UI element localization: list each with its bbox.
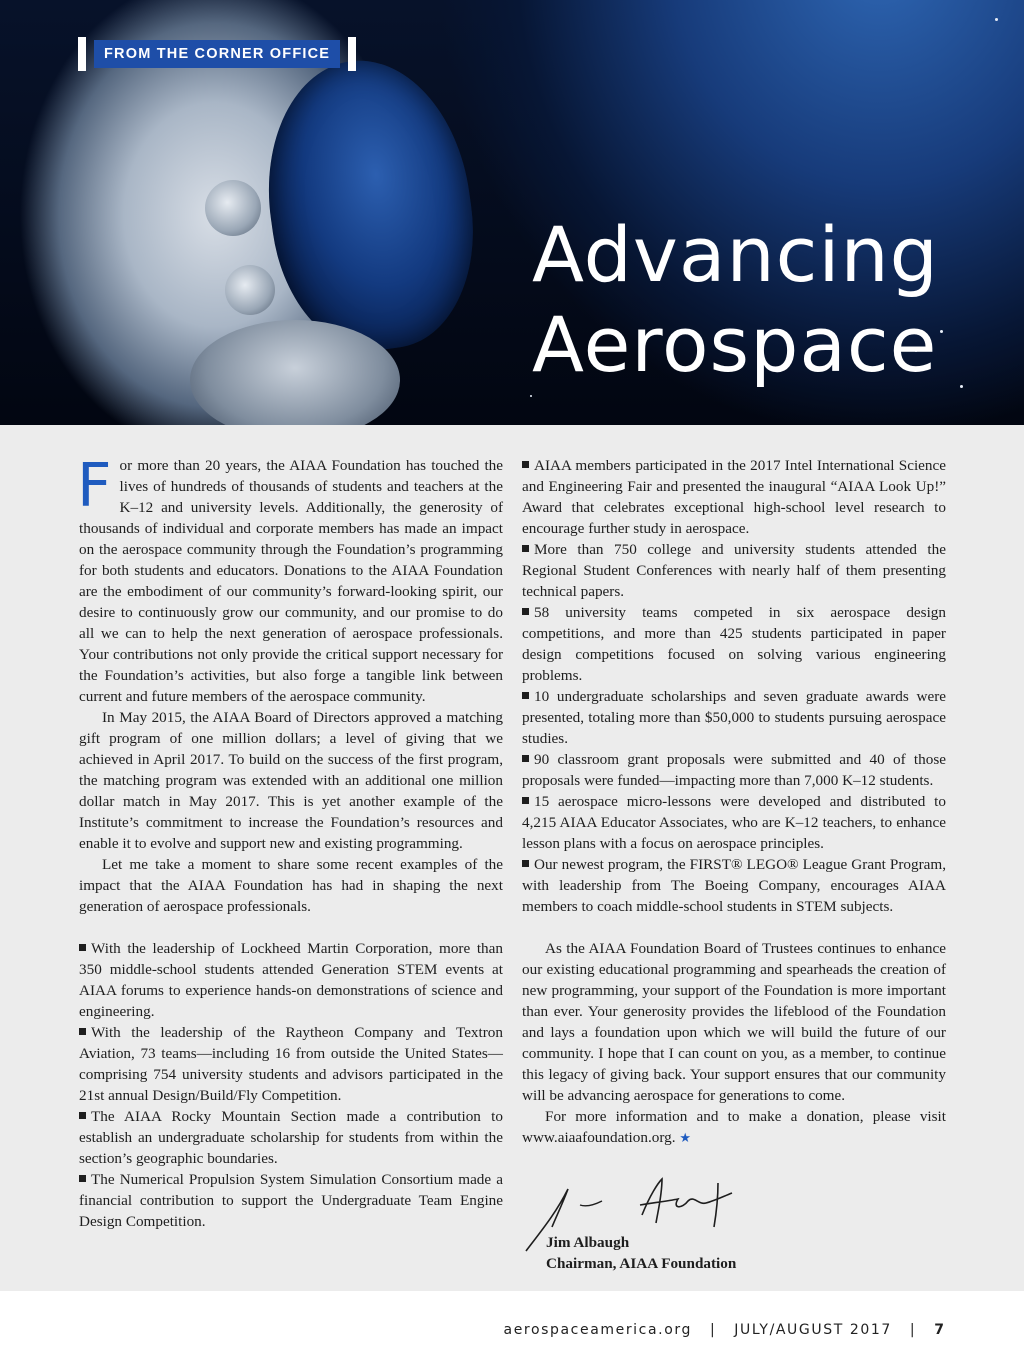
footer-site: aerospaceamerica.org [503, 1322, 692, 1338]
badge-right-bar [348, 37, 356, 71]
star-icon: ★ [679, 1130, 691, 1145]
square-bullet-icon [522, 545, 529, 552]
badge-left-bar [78, 37, 86, 71]
list-item-text: Our newest program, the FIRST® LEGO® League Grant Program, with leadership from The Boeing Company, encourages AIAA members to coach middle-school students in STEM subjects. [522, 856, 946, 915]
list-item-text: 15 aerospace micro-lessons were developed and distributed to 4,215 AIAA Educator Associates, who are K–12 teachers, to enhance lesson plans with a focus on aerospace principles. [522, 793, 946, 852]
list-item-text: 10 undergraduate scholarships and seven graduate awards were presented, totaling more than $50,000 to students pursuing aerospace studies. [522, 688, 946, 747]
page-footer [0, 1291, 1024, 1370]
paragraph-donation-info [522, 1106, 946, 1148]
helmet-knob [225, 265, 275, 315]
square-bullet-icon [522, 797, 529, 804]
right-column [522, 455, 946, 1148]
intro-paragraph [77, 451, 503, 707]
square-bullet-icon [79, 1112, 86, 1119]
square-bullet-icon [79, 1028, 86, 1035]
list-item-text: With the leadership of Lockheed Martin Corporation, more than 350 middle-school students attended Generation STEM events at AIAA forums to experience hands-on demonstrations of science and engineering. [79, 940, 503, 1020]
page-number: 7 [934, 1322, 944, 1338]
list-item [79, 1169, 503, 1232]
paragraph-closing: As the AIAA Foundation Board of Trustees continues to enhance our existing educational programming and spearheads the creation of new programming, your support of the Foundation is more important than ever. Your generosity provides the lifeblood of the Foundation and lays a foundation upon which we will build the future of our community. I hope that I can count on you, as a member, to continue this legacy of giving back. Your support ensures that our community will be advancing aerospace for generations to come. [522, 940, 946, 1104]
list-item [522, 602, 946, 686]
footer-issue: JULY/AUGUST 2017 [734, 1322, 892, 1338]
donation-text: For more information and to make a donation, please visit www.aiaafoundation.org. [522, 1108, 946, 1146]
list-item-text: The Numerical Propulsion System Simulation Consortium made a financial contribution to support the Undergraduate Team Engine Design Competition. [79, 1171, 503, 1230]
section-badge [78, 37, 356, 71]
list-item-text: With the leadership of the Raytheon Company and Textron Aviation, 73 teams—including 16 from outside the United States—comprising 754 university students and advisors participated in the 21st annual Design/Build/Fly Competition. [79, 1024, 503, 1104]
drop-cap: F [77, 451, 112, 521]
intro-text: or more than 20 years, the AIAA Foundation has touched the lives of hundreds of thousands of students and teachers at the K–12 and university levels. Additionally, the generosity of thousands of individual and corporate members has made an impact on the aerospace community through the Foundation’s programming for both students and educators. Donations to the AIAA Foundation are the embodiment of our community’s forward-looking spirit, our desire to continuously grow our community, and our promise to do all we can to help the next generation of aerospace professionals. Your contributions not only provide the critical support necessary for the Foundation’s activities, but also forge a tangible link between current and future members of the aerospace community. [79, 457, 503, 705]
square-bullet-icon [79, 944, 86, 951]
paragraph-matching-gift: In May 2015, the AIAA Board of Directors approved a matching gift program of one million dollars; a level of giving that we achieved in April 2017. To build on the success of the first program, the matching program was extended with an additional one million dollar match in May 2017. This is yet another example of the Institute’s commitment to increase the Foundation’s resources and enable it to evolve and support new and existing programming. [79, 709, 503, 852]
list-item [522, 686, 946, 749]
hero-banner [0, 0, 1024, 425]
square-bullet-icon [522, 860, 529, 867]
list-item [79, 938, 503, 1022]
square-bullet-icon [522, 461, 529, 468]
footer-separator: | [909, 1322, 917, 1338]
list-item-text: AIAA members participated in the 2017 Intel International Science and Engineering Fair and presented the inaugural “AIAA Look Up!” Award that celebrates exceptional high-school level research to encourage further study in aerospace. [522, 457, 946, 537]
list-item [522, 455, 946, 539]
astronaut-visor [251, 47, 489, 362]
star-dot [530, 395, 532, 397]
title-line-1: Advancing [532, 210, 939, 299]
list-item [522, 539, 946, 602]
list-item [522, 749, 946, 791]
title-line-2: Aerospace [532, 300, 938, 389]
square-bullet-icon [79, 1175, 86, 1182]
list-item [522, 854, 946, 917]
section-badge-label: FROM THE CORNER OFFICE [94, 40, 340, 68]
signature-name: Jim Albaugh [546, 1234, 630, 1251]
list-item-text: 58 university teams competed in six aerospace design competitions, and more than 425 students participated in paper design competitions focused on solving various engineering problems. [522, 604, 946, 684]
signature-title: Chairman, AIAA Foundation [546, 1255, 737, 1272]
list-item-text: The AIAA Rocky Mountain Section made a contribution to establish an undergraduate scholarship for students from within the section’s geographic boundaries. [79, 1108, 503, 1167]
footer-separator: | [709, 1322, 717, 1338]
paragraph-examples-intro: Let me take a moment to share some recent examples of the impact that the AIAA Foundation has had in shaping the next generation of aerospace professionals. [79, 856, 503, 915]
helmet-knob [205, 180, 261, 236]
left-column [77, 451, 503, 1232]
list-item-text: More than 750 college and university students attended the Regional Student Conferences with nearly half of them presenting technical papers. [522, 541, 946, 600]
star-dot [995, 18, 998, 21]
page-title [532, 210, 962, 390]
list-item [79, 1106, 503, 1169]
list-item-text: 90 classroom grant proposals were submitted and 40 of those proposals were funded—impacting more than 7,000 K–12 students. [522, 751, 946, 789]
square-bullet-icon [522, 608, 529, 615]
article-body [0, 425, 1024, 1291]
list-item [522, 791, 946, 854]
footer-info [504, 1322, 944, 1338]
square-bullet-icon [522, 755, 529, 762]
square-bullet-icon [522, 692, 529, 699]
list-item [79, 1022, 503, 1106]
